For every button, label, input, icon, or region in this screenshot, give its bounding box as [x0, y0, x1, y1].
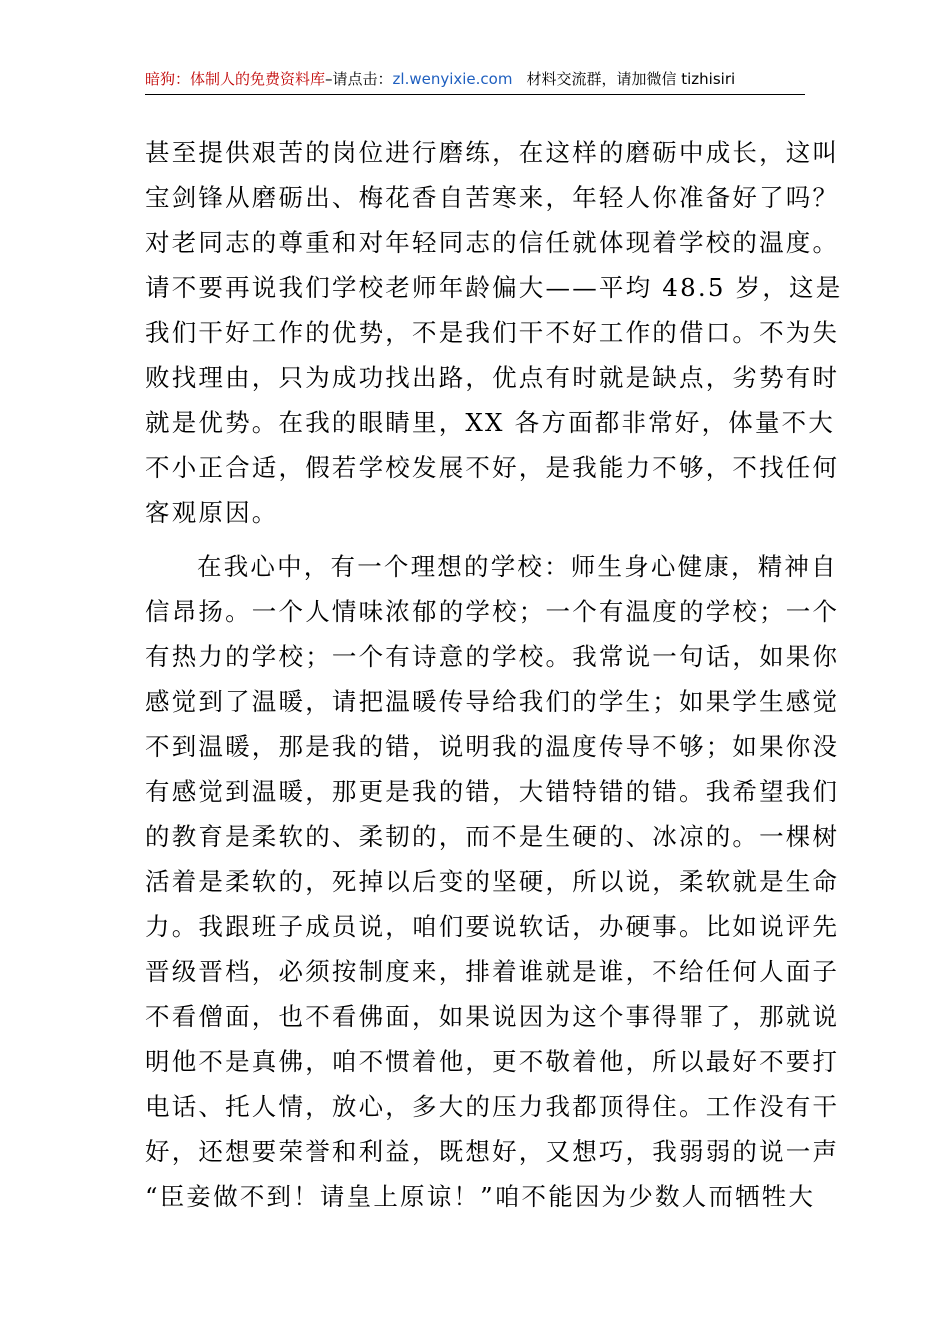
page-header — [145, 66, 805, 95]
text-line: 不看僧面，也不看佛面，如果说因为这个事得罪了，那就说 — [145, 1002, 840, 1031]
text-line: 宝剑锋从磨砺出、梅花香自苦寒来，年轻人你准备好了吗？ — [145, 183, 840, 212]
text-line: 我们干好工作的优势，不是我们干不好工作的借口。不为失 — [145, 318, 840, 347]
text-line: 在我心中，有一个理想的学校：师生身心健康，精神自 — [197, 552, 838, 581]
text-line: 有感觉到温暖，那更是我的错，大错特错的错。我希望我们 — [145, 777, 840, 806]
text-line: 电话、托人情，放心，多大的压力我都顶得住。工作没有干 — [145, 1092, 840, 1121]
text-line: 信昂扬。一个人情味浓郁的学校；一个有温度的学校；一个 — [145, 597, 840, 626]
text-line: 就是优势。在我的眼睛里，XX 各方面都非常好，体量不大 — [145, 408, 836, 437]
text-line: 请不要再说我们学校老师年龄偏大——平均 48.5 岁，这是 — [145, 273, 843, 302]
text-line: 活着是柔软的，死掉以后变的坚硬，所以说，柔软就是生命 — [145, 867, 840, 896]
paragraph-2 — [145, 544, 840, 1219]
header-contact: 材料交流群，请加微信 tizhisiri — [526, 70, 736, 88]
header-brand: 暗狗：体制人的免费资料库 — [145, 70, 326, 88]
paragraph-1 — [145, 130, 843, 535]
text-line: 的教育是柔软的、柔韧的，而不是生硬的、冰凉的。一棵树 — [145, 822, 840, 851]
text-line: 有热力的学校；一个有诗意的学校。我常说一句话，如果你 — [145, 642, 840, 671]
text-line: 甚至提供艰苦的岗位进行磨练，在这样的磨砺中成长，这叫 — [145, 138, 840, 167]
text-line: 不到温暖，那是我的错，说明我的温度传导不够；如果你没 — [145, 732, 840, 761]
text-line: 好，还想要荣誉和利益，既想好，又想巧，我弱弱的说一声 — [145, 1137, 840, 1166]
header-link[interactable]: zl.wenyixie.com — [392, 70, 513, 88]
text-line: 力。我跟班子成员说，咱们要说软话，办硬事。比如说评先 — [145, 912, 840, 941]
paragraph-spacer — [145, 535, 807, 544]
text-line: 败找理由，只为成功找出路，优点有时就是缺点，劣势有时 — [145, 363, 840, 392]
text-line: 明他不是真佛，咱不惯着他，更不敬着他，所以最好不要打 — [145, 1047, 840, 1076]
document-body — [145, 130, 843, 1219]
text-line: 晋级晋档，必须按制度来，排着谁就是谁，不给任何人面子 — [145, 957, 840, 986]
text-line: 感觉到了温暖，请把温暖传导给我们的学生；如果学生感觉 — [145, 687, 840, 716]
text-line: 不小正合适，假若学校发展不好，是我能力不够，不找任何 — [145, 453, 840, 482]
text-line: 对老同志的尊重和对年轻同志的信任就体现着学校的温度。 — [145, 228, 840, 257]
header-prompt: –请点击： — [325, 70, 393, 88]
text-line: 客观原因。 — [145, 498, 279, 527]
text-line: “臣妾做不到！请皇上原谅！”咱不能因为少数人而牺牲大 — [145, 1182, 816, 1211]
